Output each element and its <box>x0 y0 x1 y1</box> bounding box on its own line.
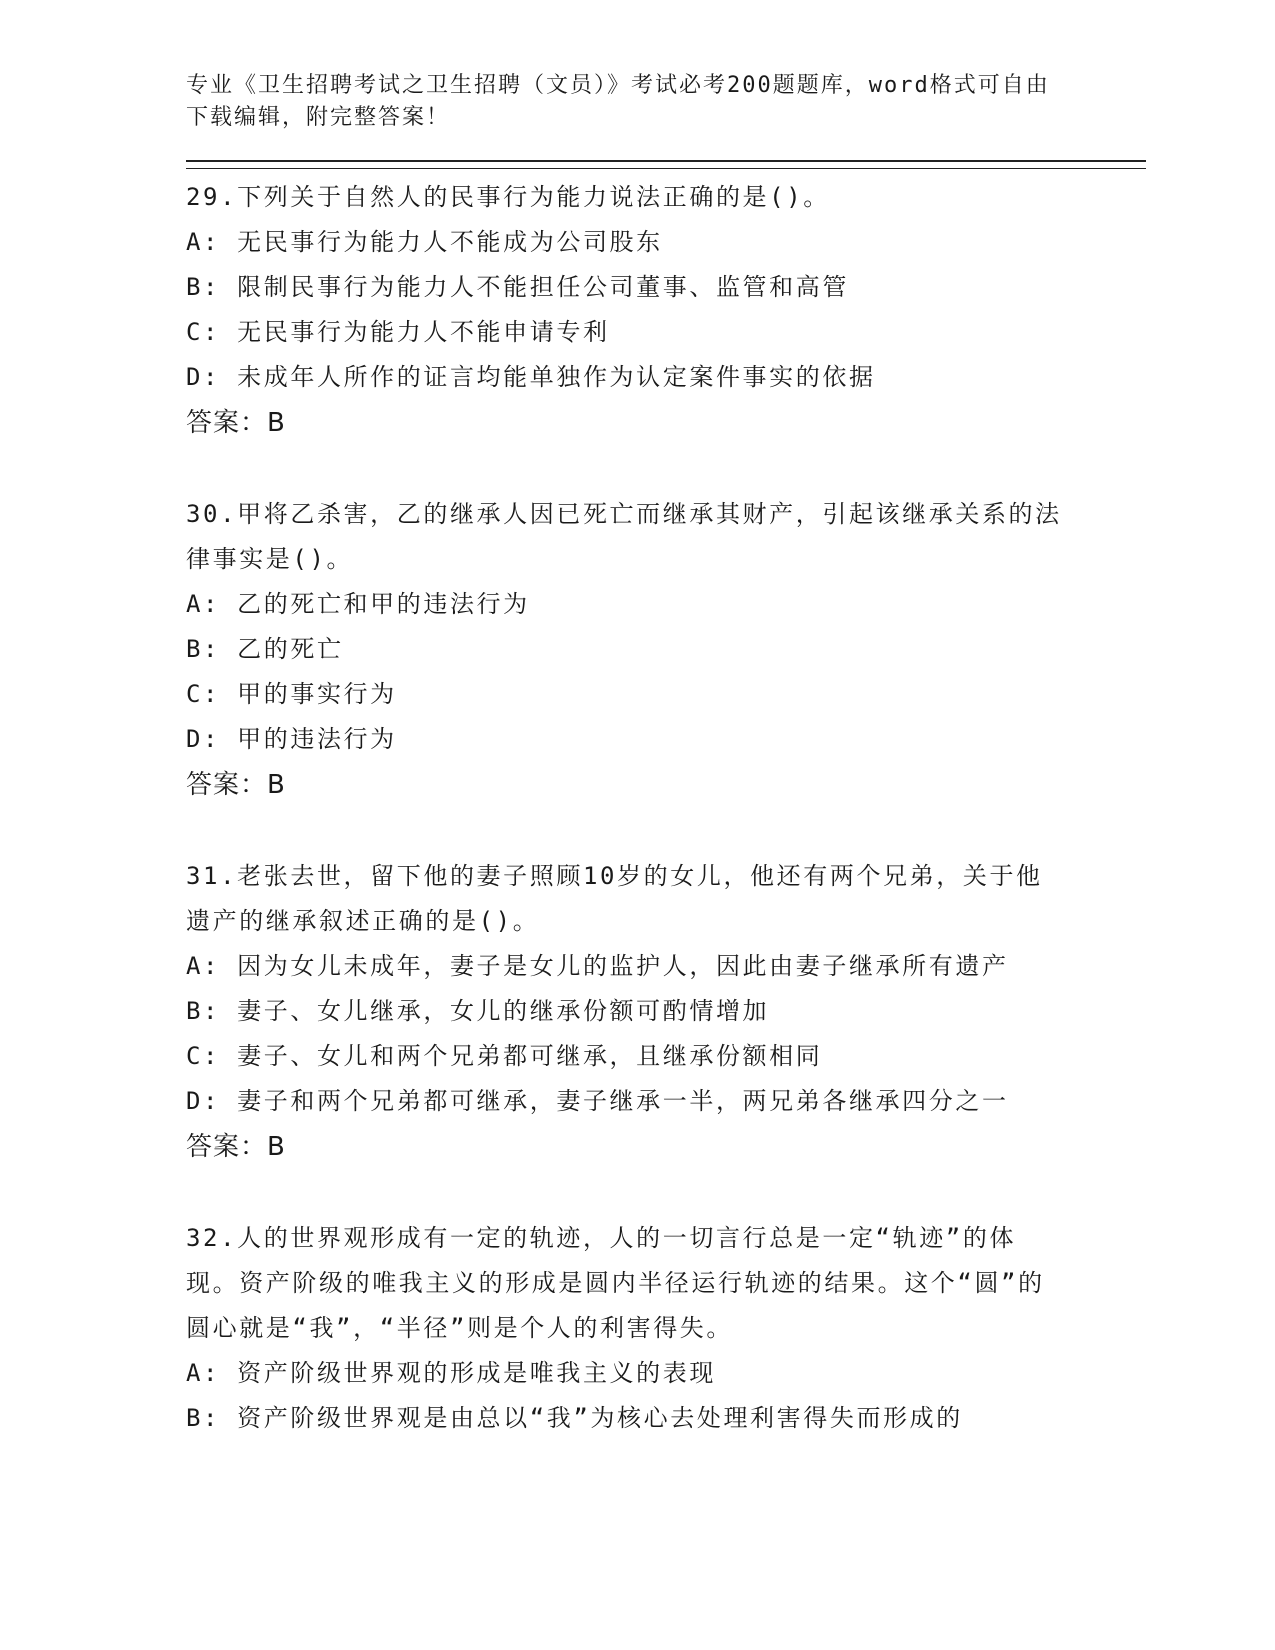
option-d: D: 妻子和两个兄弟都可继承，妻子继承一半，两兄弟各继承四分之一 <box>186 1087 1009 1115</box>
header-divider <box>186 160 1146 169</box>
question-stem: 32.人的世界观形成有一定的轨迹，人的一切言行总是一定“轨迹”的体现。资产阶级的唯我主义的形成是圆内半径运行轨迹的结果。这个“圆”的圆心就是“我”，“半径”则是个人的利害得失。 <box>186 1224 1045 1342</box>
document-page <box>186 70 1146 1441</box>
option-c: C: 无民事行为能力人不能申请专利 <box>186 318 610 346</box>
option-d: D: 甲的违法行为 <box>186 725 397 753</box>
option-a: A: 无民事行为能力人不能成为公司股东 <box>186 228 663 256</box>
question-stem: 29.下列关于自然人的民事行为能力说法正确的是()。 <box>186 183 830 211</box>
question-32 <box>186 1216 1146 1441</box>
option-c: C: 甲的事实行为 <box>186 680 397 708</box>
answer-line: 答案：B <box>186 408 286 438</box>
option-a: A: 资产阶级世界观的形成是唯我主义的表现 <box>186 1359 716 1387</box>
option-d: D: 未成年人所作的证言均能单独作为认定案件事实的依据 <box>186 363 876 391</box>
option-b: B: 资产阶级世界观是由总以“我”为核心去处理利害得失而形成的 <box>186 1404 963 1432</box>
option-a: A: 因为女儿未成年，妻子是女儿的监护人，因此由妻子继承所有遗产 <box>186 952 1009 980</box>
document-intro: 专业《卫生招聘考试之卫生招聘（文员）》考试必考200题题库，word格式可自由下载编辑，附完整答案！ <box>186 73 1050 130</box>
question-stem: 31.老张去世，留下他的妻子照顾10岁的女儿，他还有两个兄弟，关于他遗产的继承叙述正确的是()。 <box>186 862 1043 935</box>
option-b: B: 妻子、女儿继承，女儿的继承份额可酌情增加 <box>186 997 770 1025</box>
question-31 <box>186 854 1146 1170</box>
option-b: B: 限制民事行为能力人不能担任公司董事、监管和高管 <box>186 273 849 301</box>
option-a: A: 乙的死亡和甲的违法行为 <box>186 590 530 618</box>
option-c: C: 妻子、女儿和两个兄弟都可继承，且继承份额相同 <box>186 1042 823 1070</box>
answer-line: 答案：B <box>186 1132 286 1162</box>
question-stem: 30.甲将乙杀害，乙的继承人因已死亡而继承其财产，引起该继承关系的法律事实是()。 <box>186 500 1062 573</box>
answer-line: 答案：B <box>186 770 286 800</box>
question-29 <box>186 175 1146 446</box>
option-b: B: 乙的死亡 <box>186 635 344 663</box>
question-30 <box>186 492 1146 808</box>
